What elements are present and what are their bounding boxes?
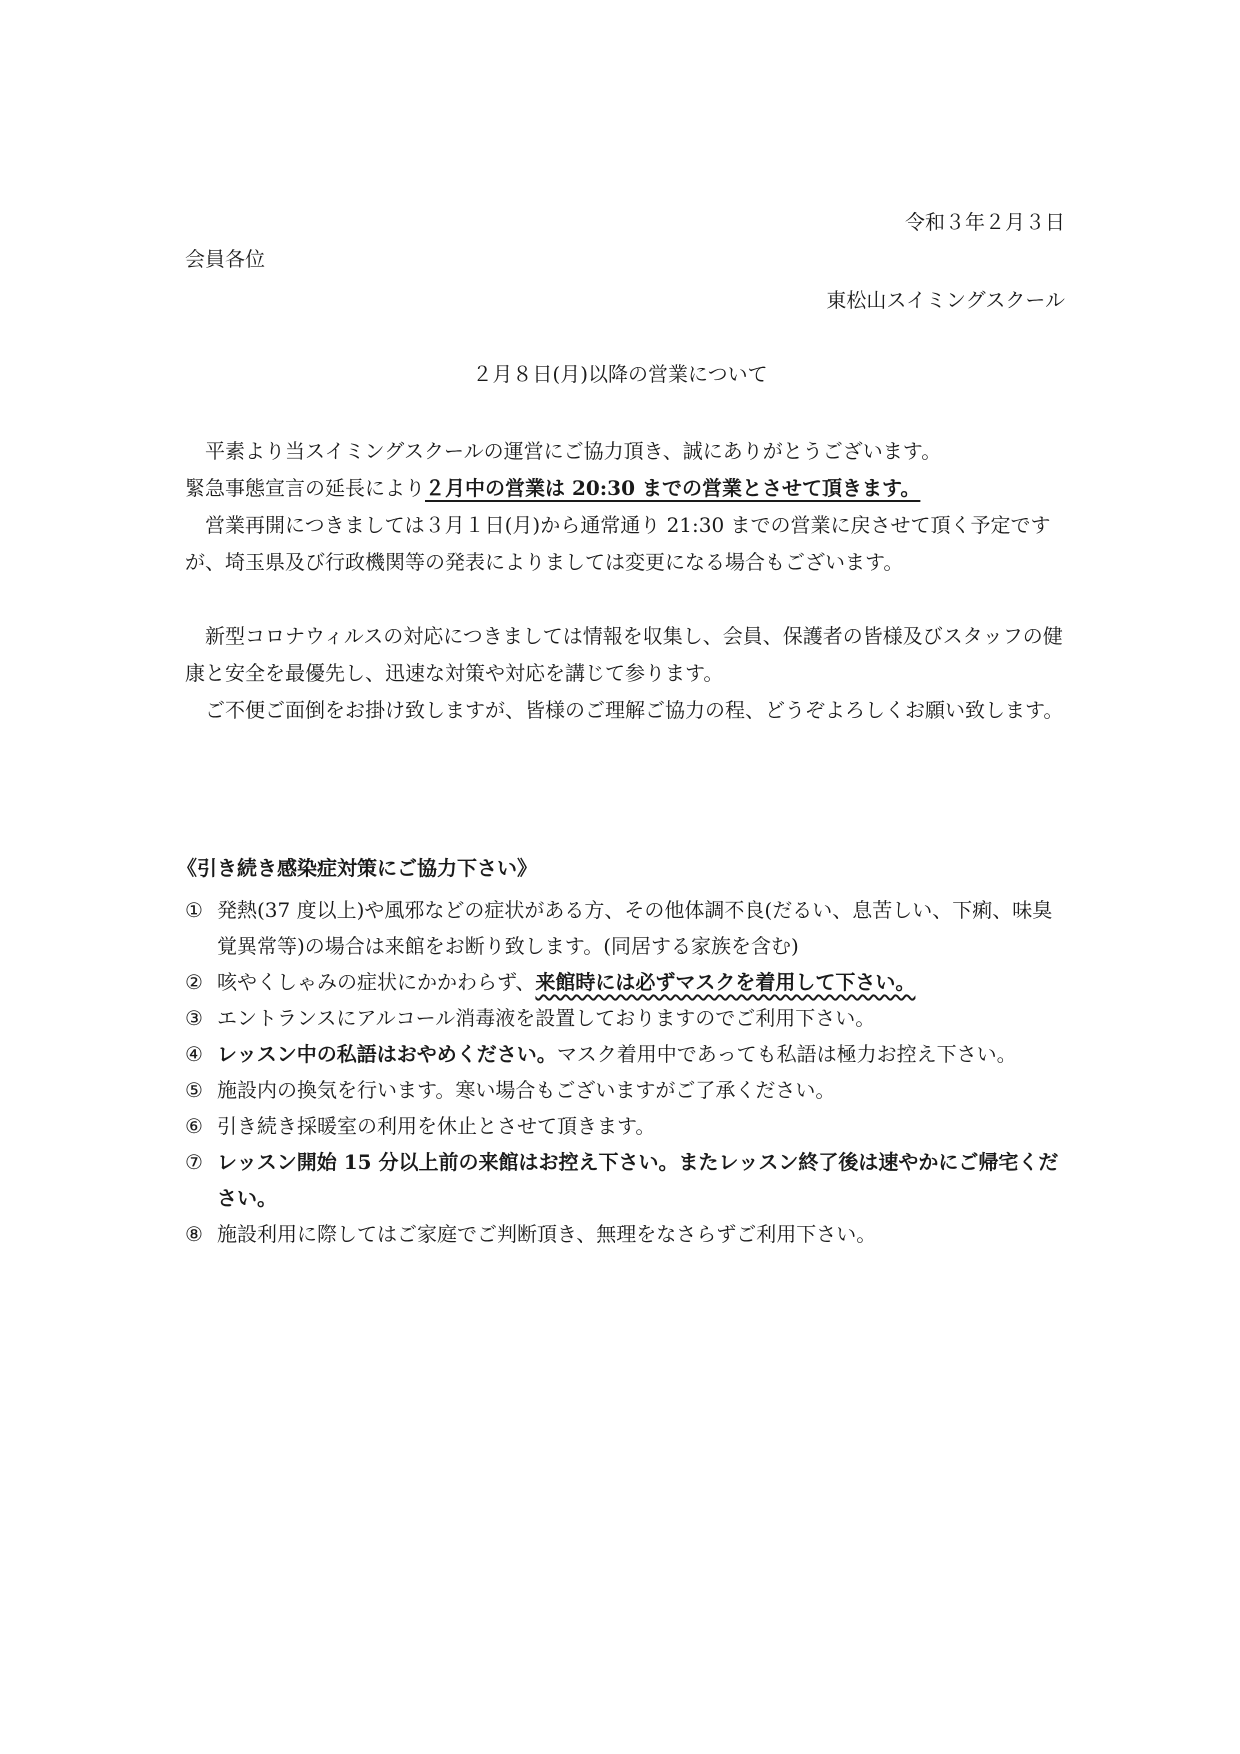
letter-body — [185, 433, 1065, 729]
list-item — [185, 1036, 1065, 1072]
hours-change-emphasis: ２月中の営業は 20:30 までの営業とさせて頂きます。 — [425, 476, 921, 500]
item-text: 発熱(37 度以上)や風邪などの症状がある方、その他体調不良(だるい、息苦しい、下痢、味臭覚異常等)の場合は来館をお断り致します。(同居する家族を含む) — [217, 898, 1053, 958]
item-text: レッスン開始 15 分以上前の来館はお控え下さい。またレッスン終了後は速やかにご帰宅ください。 — [217, 1150, 1059, 1210]
item-text — [217, 964, 1065, 1000]
recipient: 会員各位 — [185, 247, 265, 271]
item-text: 施設内の換気を行います。寒い場合もございますがご了承ください。 — [217, 1078, 836, 1102]
sender-organization: 東松山スイミングスクール — [826, 288, 1065, 312]
paragraph-apology: ご不便ご面倒をお掛け致しますが、皆様のご理解ご協力の程、どうぞよろしくお願い致します。 — [205, 698, 1064, 722]
item-number: ① — [185, 898, 203, 922]
item-text: 施設利用に際してはご家庭でご判断頂き、無理をなさらずご利用下さい。 — [217, 1222, 877, 1246]
mask-required-emphasis: 来館時には必ずマスクを着用して下さい。 — [535, 970, 916, 994]
item-number: ⑥ — [185, 1114, 203, 1138]
list-item — [185, 964, 1065, 1000]
item-number: ⑧ — [185, 1222, 203, 1246]
item-text: エントランスにアルコール消毒液を設置しておりますのでご利用下さい。 — [217, 1006, 876, 1030]
paragraph-hours-change — [185, 470, 1065, 507]
item-text-followup: マスク着用中であっても私語は極力お控え下さい。 — [556, 1042, 1017, 1066]
document-title: ２月８日(月)以降の営業について — [472, 362, 768, 386]
list-item — [185, 1216, 1065, 1252]
item-number: ⑦ — [185, 1150, 203, 1174]
paragraph-covid-response: 新型コロナウィルスの対応につきましては情報を収集し、会員、保護者の皆様及びスタッフの健康と安全を最優先し、迅速な対策や対応を講じて参ります。 — [185, 624, 1063, 685]
list-item — [185, 1108, 1065, 1144]
paragraph-reopening: 営業再開につきましては３月１日(月)から通常通り 21:30 までの営業に戻させて頂く予定ですが、埼玉県及び行政機関等の発表によりましては変更になる場合もございます。 — [185, 513, 1051, 574]
item-number: ⑤ — [185, 1078, 203, 1102]
list-item — [185, 892, 1065, 964]
item-text: 引き続き採暖室の利用を休止とさせて頂きます。 — [217, 1114, 656, 1138]
paragraph-gap — [185, 581, 1065, 618]
hours-change-intro: 緊急事態宣言の延長により — [185, 476, 425, 500]
item-number: ② — [185, 970, 203, 994]
item-number: ③ — [185, 1006, 203, 1030]
infection-notice — [177, 850, 1065, 1252]
item-text-intro: 咳やくしゃみの症状にかかわらず、 — [217, 970, 536, 994]
paragraph-greeting: 平素より当スイミングスクールの運営にご協力頂き、誠にありがとうございます。 — [205, 439, 942, 463]
issue-date: 令和３年２月３日 — [905, 210, 1065, 234]
list-item — [185, 1144, 1065, 1216]
no-talking-emphasis: レッスン中の私語はおやめください。 — [217, 1042, 557, 1066]
item-number: ④ — [185, 1042, 203, 1066]
item-text — [217, 1036, 1065, 1072]
list-item — [185, 1072, 1065, 1108]
list-item — [185, 1000, 1065, 1036]
notice-heading: 《引き続き感染症対策にご協力下さい》 — [177, 856, 537, 880]
